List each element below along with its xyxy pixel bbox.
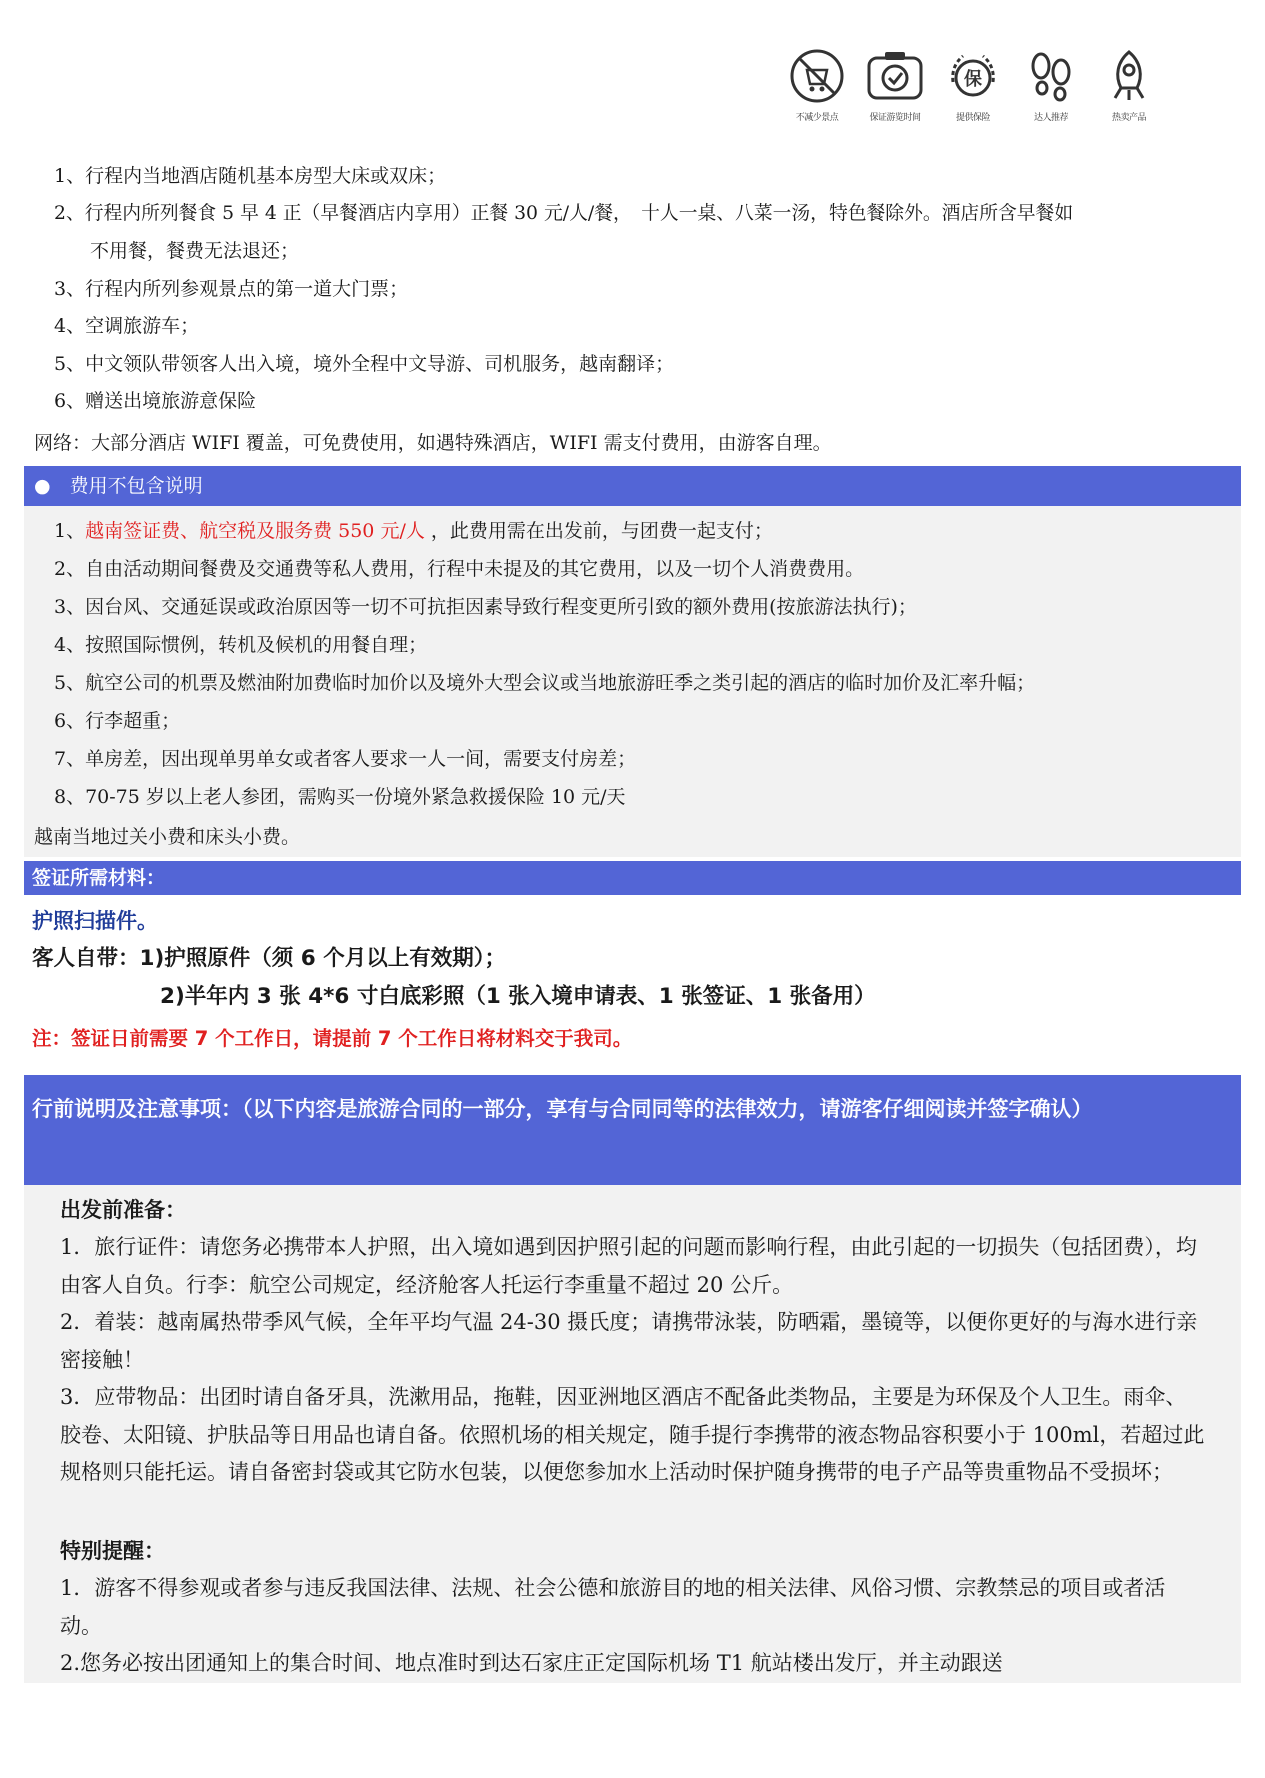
network-note: 网络：大部分酒店 WIFI 覆盖，可免费使用，如遇特殊酒店，WIFI 需支付费用，由游客自理。 xyxy=(34,432,832,454)
badge-caption: 热卖产品 xyxy=(1111,113,1146,123)
visa-title: 签证所需材料： xyxy=(32,867,166,889)
no-shopping-icon xyxy=(789,48,845,104)
special-item: 2.您务必按出团通知上的集合时间、地点准时到达石家庄正定国际机场 T1 航站楼出发厅，并主动跟送 xyxy=(60,1651,1003,1675)
feature-badges xyxy=(782,48,1166,136)
guarantee-seal-icon xyxy=(945,48,1001,104)
included-item: 5、中文领队带领客人出入境，境外全程中文导游、司机服务，越南翻译； xyxy=(54,353,675,375)
excluded-item-highlight: 越南签证费、航空税及服务费 550 元/人 xyxy=(85,520,425,542)
prep-heading: 出发前准备： xyxy=(60,1198,186,1222)
excluded-item: 8、70-75 岁以上老人参团，需购买一份境外紧急救援保险 10 元/天 xyxy=(54,786,626,808)
hot-product-icon xyxy=(1101,48,1157,104)
included-item: 4、空调旅游车； xyxy=(54,315,200,337)
badge-hot xyxy=(1094,48,1164,123)
badge-caption: 不减少景点 xyxy=(795,113,839,123)
excluded-section-header xyxy=(24,466,1241,506)
svg-text:保: 保 xyxy=(964,69,982,90)
badge-recommend xyxy=(1016,48,1086,123)
badge-caption: 提供保险 xyxy=(955,113,990,123)
tip-note: 越南当地过关小费和床头小费。 xyxy=(34,826,301,848)
included-item: 1、行程内当地酒店随机基本房型大床或双床； xyxy=(54,165,447,187)
included-item: 2、行程内所列餐食 5 早 4 正（早餐酒店内享用）正餐 30 元/人/餐， 十人一桌、八菜一汤，特色餐除外。酒店所含早餐如 xyxy=(54,203,1074,224)
visa-bring-photos: 2)半年内 3 张 4*6 寸白底彩照（1 张入境申请表、1 张签证、1 张备用） xyxy=(160,984,876,1009)
visa-bring-passport: 客人自带：1)护照原件（须 6 个月以上有效期）； xyxy=(32,946,506,971)
excluded-title: ● 费用不包含说明 xyxy=(34,475,203,497)
excluded-item-text: ，此费用需在出发前，与团费一起支付； xyxy=(424,520,773,542)
included-item: 3、行程内所列参观景点的第一道大门票； xyxy=(54,278,409,300)
badge-caption: 保证游览时间 xyxy=(869,113,921,123)
special-heading: 特别提醒： xyxy=(60,1539,165,1563)
prep-item: 2．着装：越南属热带季风气候，全年平均气温 24-30 摄氏度；请携带泳装，防晒霜，墨镜等，以便你更好的与海水进行亲密接触！ xyxy=(60,1310,1198,1372)
prep-item: 3．应带物品：出团时请自备牙具，洗漱用品，拖鞋，因亚洲地区酒店不配备此类物品，主要是为环保及个人卫生。雨伞、胶卷、太阳镜、护肤品等日用品也请自备。依照机场的相关规定，随手提行李携带的液态物品容积要小于 100ml，若超过此规格则只能托运。请自备密封袋或其它防水包装，以便您参加水上活动时保护随身携带的电子产品等贵重物品不受损坏； xyxy=(60,1385,1205,1484)
badge-caption: 达人推荐 xyxy=(1033,113,1068,123)
visa-scan: 护照扫描件。 xyxy=(32,909,158,933)
excluded-item-number: 1、 xyxy=(54,520,86,542)
excluded-item: 5、航空公司的机票及燃油附加费临时加价以及境外大型会议或当地旅游旺季之类引起的酒店的临时加价及汇率升幅； xyxy=(54,672,1036,694)
prep-item: 1．旅行证件：请您务必携带本人护照，出入境如遇到因护照引起的问题而影响行程，由此引起的一切损失（包括团费），均由客人自负。行李：航空公司规定，经济舱客人托运行李重量不超过 20 公斤。 xyxy=(60,1235,1197,1297)
camera-icon xyxy=(865,48,925,104)
badge-no-shopping xyxy=(782,48,852,123)
included-item-continued: 不用餐，餐费无法退还； xyxy=(90,240,300,262)
included-item: 6、赠送出境旅游意保险 xyxy=(54,390,257,412)
excluded-item: 3、因台风、交通延误或政治原因等一切不可抗拒因素导致行程变更所引致的额外费用(按旅游法执行)； xyxy=(54,596,917,618)
visa-section-header xyxy=(24,861,1241,895)
excluded-item: 2、自由活动期间餐费及交通费等私人费用，行程中未提及的其它费用，以及一切个人消费费用。 xyxy=(54,558,865,580)
excluded-item: 7、单房差，因出现单男单女或者客人要求一人一间，需要支付房差； xyxy=(54,748,637,770)
badge-insurance xyxy=(938,48,1008,123)
notice-section-header xyxy=(24,1075,1241,1185)
special-item: 1．游客不得参观或者参与违反我国法律、法规、社会公德和旅游目的地的相关法律、风俗习惯、宗教禁忌的项目或者活动。 xyxy=(60,1576,1166,1638)
excluded-item xyxy=(54,512,773,550)
excluded-item: 4、按照国际惯例，转机及候机的用餐自理； xyxy=(54,634,428,656)
visa-note: 注：签证日前需要 7 个工作日，请提前 7 个工作日将材料交于我司。 xyxy=(32,1027,633,1050)
footprints-icon xyxy=(1023,48,1079,104)
notice-title: 行前说明及注意事项：（以下内容是旅游合同的一部分，享有与合同同等的法律效力，请游客仔细阅读并签字确认） xyxy=(32,1097,1093,1121)
excluded-item: 6、行李超重； xyxy=(54,710,181,732)
badge-time xyxy=(860,48,930,123)
